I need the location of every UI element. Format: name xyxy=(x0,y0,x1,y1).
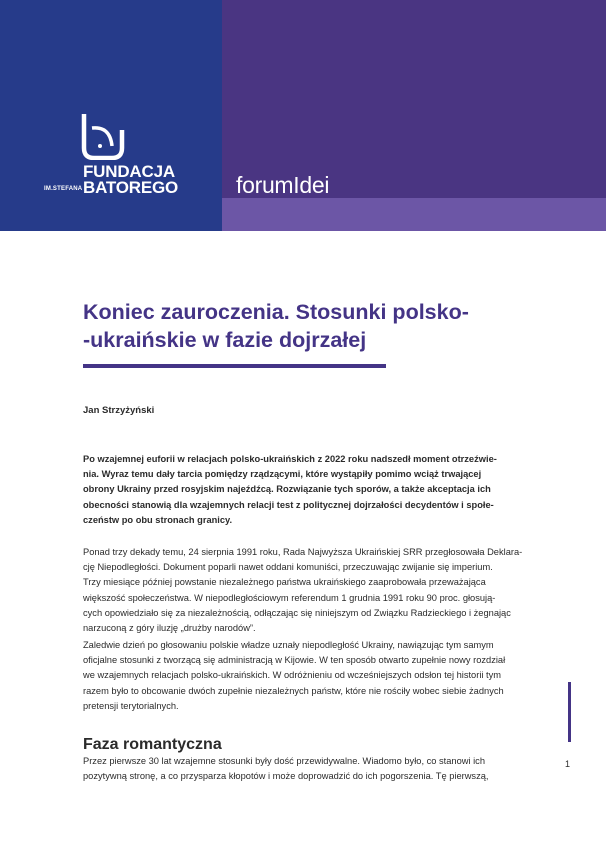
text-line: pretensji terytorialnych. xyxy=(83,700,179,711)
article-title xyxy=(83,298,523,354)
text-line: nia. Wyraz temu dały tarcia pomiędzy rządzącymi, które wystąpiły pomimo wciąż trwającej xyxy=(83,469,482,480)
body-paragraph-2 xyxy=(83,638,523,714)
text-line: Przez pierwsze 30 lat wzajemne stosunki były dość przewidywalne. Wiadomo było, co stanowi ich xyxy=(83,756,486,766)
text-line: cych opowiedziało się za niezależnością, odłączając się niniejszym od Związku Radzieckiego i żegnając xyxy=(83,607,511,618)
text-line: we wzajemnych relacjach polsko-ukraińskich. W odróżnieniu od wcześniejszych odsłon tej historii tym xyxy=(83,670,502,681)
author-name: Jan Strzyżyński xyxy=(83,405,155,416)
section-heading: Faza romantyczna xyxy=(83,736,222,753)
text-line: większość społeczeństwa. W niepodległościowym referendum 1 grudnia 1991 roku 90 proc. głosują- xyxy=(83,592,496,603)
text-line: Zaledwie dzień po głosowaniu polskie władze uznały niepodległość Ukrainy, nawiązując tym samym xyxy=(83,640,494,650)
text-line: czeństw po obu stronach granicy. xyxy=(83,514,233,525)
text-line: cję Niepodległości. Dokument poparli nawet oddani komuniści, przeczuwając zwijanie się imperium. xyxy=(83,562,493,573)
title-line: Koniec zauroczenia. Stosunki polsko- xyxy=(83,300,469,324)
text-line: oficjalne stosunki z tworzącą się administracją w Kijowie. W ten sposób otwarto zupełnie nowy rozdział xyxy=(83,655,506,666)
body-paragraph-1 xyxy=(83,545,523,636)
text-line: pozytywną stronę, a co przysparza kłopotów i może doprowadzić do ich pogorszenia. Tę pierwszą, xyxy=(83,771,489,782)
margin-accent-bar xyxy=(568,682,571,742)
lead-paragraph xyxy=(83,452,523,528)
body-paragraph-3 xyxy=(83,754,523,784)
text-line: Ponad trzy dekady temu, 24 sierpnia 1991 roku, Rada Najwyższa Ukraińskiej SRR przegłosowała Deklara- xyxy=(83,547,523,557)
logo-text-line2: BATOREGO xyxy=(83,178,179,197)
logo-text-line1: FUNDACJA xyxy=(83,162,175,181)
header-accent-band xyxy=(222,198,606,231)
text-line: Po wzajemnej euforii w relacjach polsko-ukraińskich z 2022 roku nadszedł moment otrzeźwie- xyxy=(83,454,497,464)
text-line: obecności stanowią dla wzajemnych relacji test z politycznej dojrzałości decydentów i społe- xyxy=(83,499,494,510)
page-number: 1 xyxy=(565,759,571,769)
title-line: -ukraińskie w fazie dojrzałej xyxy=(83,328,367,352)
series-name: forumIdei xyxy=(236,172,330,198)
text-line: narzuconą z góry iluzję „drużby narodów”. xyxy=(83,623,256,634)
logo-text-small: IM.STEFANA xyxy=(44,186,83,192)
text-line: obrony Ukrainy przed rosyjskim najeźdźcą. Rozwiązanie tych sporów, a także akceptacja ich xyxy=(83,484,491,495)
text-line: Trzy miesiące później powstanie niezależnego państwa ukraińskiego zaaprobowała przeważająca xyxy=(83,577,486,588)
text-line: razem było to obcowanie dwóch zupełnie niezależnych państw, które nie rościły wobec siebie żadnych xyxy=(83,685,504,696)
batory-foundation-logo-icon xyxy=(80,112,126,160)
title-underline xyxy=(83,364,386,368)
